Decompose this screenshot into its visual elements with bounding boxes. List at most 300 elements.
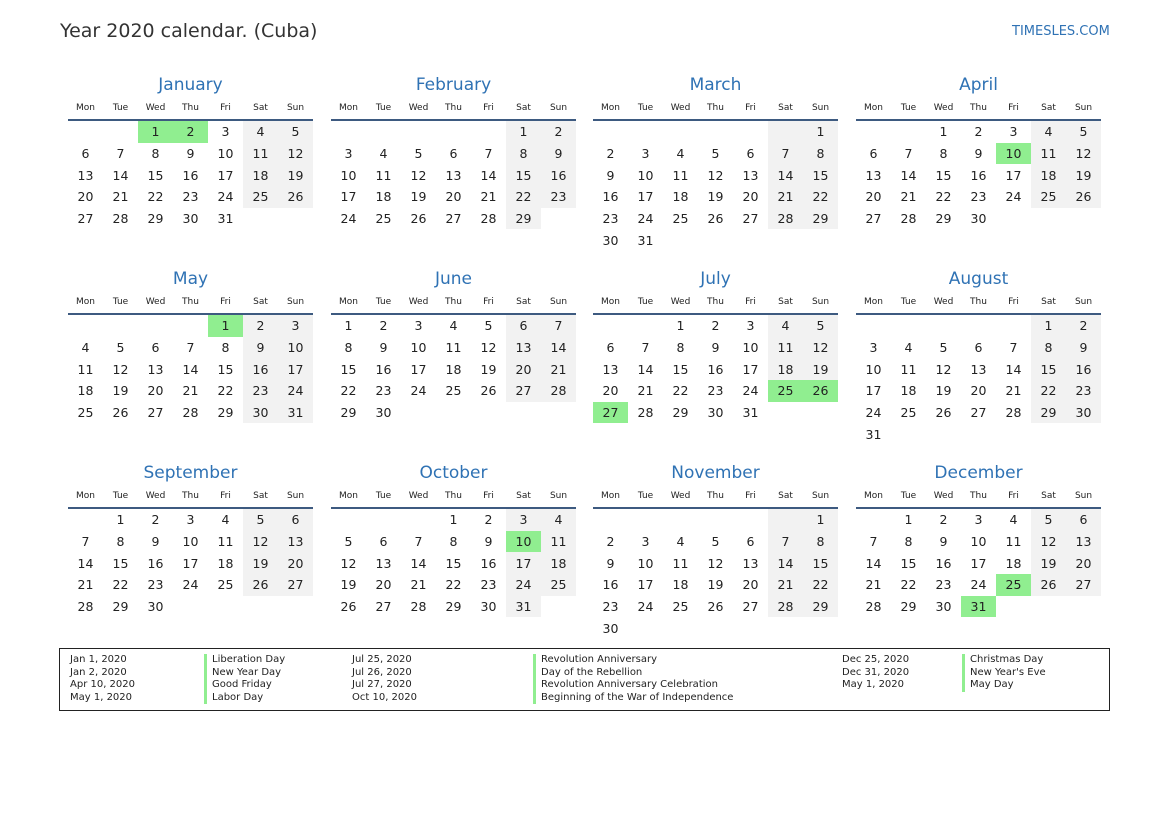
day-cell: 19: [112, 383, 129, 399]
weekday-header: Sat: [243, 97, 278, 120]
day-cell: 8: [1031, 337, 1066, 359]
empty-cell: [366, 120, 401, 143]
day-cell: 27: [147, 405, 164, 421]
day-cell: 5: [711, 534, 720, 550]
day-cell: 2: [173, 120, 208, 143]
day-cell: 21: [1005, 383, 1022, 399]
day-cell: 16: [602, 189, 619, 205]
weekday-header: Mon: [856, 291, 891, 314]
day-cell: 21: [182, 383, 199, 399]
day-cell: 31: [742, 405, 759, 421]
weekday-header: Fri: [996, 291, 1031, 314]
day-cell: 12: [1066, 143, 1101, 165]
day-cell: 6: [746, 146, 755, 162]
day-cell: 4: [1009, 512, 1018, 528]
day-cell: 11: [77, 361, 94, 377]
day-cell: 3: [641, 146, 650, 162]
month-name: April: [959, 75, 998, 95]
month-grid: [68, 291, 313, 423]
day-cell: 10: [217, 146, 234, 162]
day-cell: 6: [1066, 508, 1101, 531]
day-cell: 21: [768, 186, 803, 208]
day-cell: 4: [243, 120, 278, 143]
empty-cell: [471, 402, 506, 424]
day-cell: 15: [803, 552, 838, 574]
weekday-header: Sat: [1031, 291, 1066, 314]
day-cell: 26: [1031, 574, 1066, 596]
day-cell: 5: [243, 508, 278, 531]
day-cell: 30: [935, 599, 952, 615]
weekday-header: Mon: [856, 97, 891, 120]
day-cell: 28: [182, 405, 199, 421]
day-cell: 16: [480, 555, 497, 571]
day-cell: 18: [541, 552, 576, 574]
weekday-header: Sun: [278, 97, 313, 120]
day-cell: 22: [803, 574, 838, 596]
day-cell: 16: [935, 555, 952, 571]
day-cell: 31: [217, 211, 234, 227]
legend-date: Dec 31, 2020: [842, 666, 910, 678]
day-cell: 11: [217, 534, 234, 550]
weekday-header: Mon: [331, 97, 366, 120]
day-cell: 5: [344, 534, 353, 550]
day-cell: 8: [221, 340, 230, 356]
day-cell: 15: [340, 361, 357, 377]
day-cell: 26: [480, 383, 497, 399]
weekday-header: Sat: [243, 485, 278, 508]
legend-holiday-name: Labor Day: [204, 692, 285, 705]
day-cell: 14: [77, 555, 94, 571]
day-cell: 13: [506, 337, 541, 359]
day-cell: 20: [77, 189, 94, 205]
day-cell: 20: [742, 577, 759, 593]
month-name: June: [434, 269, 473, 289]
weekday-header: Fri: [471, 291, 506, 314]
day-cell: 6: [151, 340, 160, 356]
day-cell: 19: [707, 577, 724, 593]
day-cell: 2: [606, 146, 615, 162]
empty-cell: [1031, 423, 1066, 445]
day-cell: 11: [672, 555, 689, 571]
day-cell: 12: [707, 555, 724, 571]
day-cell: 26: [340, 599, 357, 615]
day-cell: 5: [278, 120, 313, 143]
month-may: [68, 267, 313, 423]
weekday-header: Sun: [803, 291, 838, 314]
month-april: [856, 73, 1101, 229]
month-grid: [593, 291, 838, 423]
day-cell: 3: [974, 512, 983, 528]
day-cell: 12: [935, 361, 952, 377]
day-cell: 29: [803, 596, 838, 618]
empty-cell: [996, 208, 1031, 230]
day-cell: 26: [803, 380, 838, 402]
day-cell: 7: [116, 146, 125, 162]
day-cell: 19: [1031, 552, 1066, 574]
legend-names-col-2: [533, 654, 733, 704]
day-cell: 20: [602, 383, 619, 399]
day-cell: 17: [1005, 167, 1022, 183]
day-cell: 17: [278, 358, 313, 380]
day-cell: 29: [147, 211, 164, 227]
empty-cell: [436, 120, 471, 143]
day-cell: 22: [112, 577, 129, 593]
day-cell: 23: [480, 577, 497, 593]
empty-cell: [366, 508, 401, 531]
empty-cell: [768, 617, 803, 639]
month-grid: [856, 485, 1101, 617]
day-cell: 27: [506, 380, 541, 402]
weekday-header: Wed: [663, 291, 698, 314]
day-cell: 8: [939, 146, 948, 162]
day-cell: 4: [81, 340, 90, 356]
month-name: January: [158, 75, 223, 95]
day-cell: 1: [904, 512, 913, 528]
weekday-header: Tue: [103, 97, 138, 120]
day-cell: 15: [147, 167, 164, 183]
month-october: [331, 461, 576, 617]
day-cell: 9: [541, 143, 576, 165]
empty-cell: [926, 314, 961, 337]
day-cell: 18: [1031, 164, 1066, 186]
day-cell: 13: [602, 361, 619, 377]
day-cell: 7: [768, 531, 803, 553]
day-cell: 23: [602, 211, 619, 227]
day-cell: 14: [900, 167, 917, 183]
weekday-header: Sun: [1066, 485, 1101, 508]
month-name: August: [948, 269, 1009, 289]
day-cell: 1: [803, 508, 838, 531]
day-cell: 30: [970, 211, 987, 227]
day-cell: 22: [340, 383, 357, 399]
day-cell: 4: [1031, 120, 1066, 143]
day-cell: 5: [711, 146, 720, 162]
day-cell: 25: [541, 574, 576, 596]
weekday-header: Thu: [436, 97, 471, 120]
day-cell: 12: [112, 361, 129, 377]
day-cell: 18: [672, 189, 689, 205]
day-cell: 31: [865, 426, 882, 442]
legend-holiday-name: New Year's Eve: [962, 667, 1046, 680]
empty-cell: [856, 314, 891, 337]
weekday-header: Wed: [401, 97, 436, 120]
weekday-header: Thu: [173, 97, 208, 120]
day-cell: 30: [182, 211, 199, 227]
day-cell: 13: [375, 555, 392, 571]
day-cell: 31: [637, 232, 654, 248]
empty-cell: [1066, 208, 1101, 230]
day-cell: 24: [340, 211, 357, 227]
weekday-header: Thu: [698, 97, 733, 120]
day-cell: 7: [768, 143, 803, 165]
weekday-header: Mon: [593, 485, 628, 508]
day-cell: 17: [637, 189, 654, 205]
day-cell: 25: [900, 405, 917, 421]
weekday-header: Fri: [471, 97, 506, 120]
empty-cell: [663, 617, 698, 639]
day-cell: 30: [707, 405, 724, 421]
day-cell: 27: [742, 599, 759, 615]
weekday-header: Fri: [208, 291, 243, 314]
weekday-header: Sun: [278, 485, 313, 508]
day-cell: 9: [606, 555, 615, 571]
day-cell: 6: [506, 314, 541, 337]
legend-holiday-name: Good Friday: [204, 679, 285, 692]
empty-cell: [541, 402, 576, 424]
day-cell: 5: [803, 314, 838, 337]
day-cell: 17: [410, 361, 427, 377]
day-cell: 27: [278, 574, 313, 596]
legend-date: Jul 25, 2020: [352, 654, 412, 665]
day-cell: 17: [742, 361, 759, 377]
month-grid: [68, 97, 313, 229]
empty-cell: [803, 402, 838, 424]
day-cell: 17: [637, 577, 654, 593]
day-cell: 24: [1005, 189, 1022, 205]
day-cell: 13: [1066, 531, 1101, 553]
weekday-header: Fri: [733, 97, 768, 120]
day-cell: 25: [243, 186, 278, 208]
day-cell: 4: [904, 340, 913, 356]
legend-holiday-name: Day of the Rebellion: [533, 667, 733, 680]
day-cell: 9: [484, 534, 493, 550]
weekday-header: Sun: [803, 97, 838, 120]
empty-cell: [663, 508, 698, 531]
weekday-header: Sat: [506, 485, 541, 508]
month-grid: [593, 485, 838, 639]
day-cell: 11: [900, 361, 917, 377]
weekday-header: Tue: [103, 291, 138, 314]
empty-cell: [331, 120, 366, 143]
day-cell: 3: [641, 534, 650, 550]
empty-cell: [401, 120, 436, 143]
day-cell: 8: [506, 143, 541, 165]
weekday-header: Mon: [856, 485, 891, 508]
day-cell: 25: [375, 211, 392, 227]
empty-cell: [593, 314, 628, 337]
day-cell: 9: [243, 337, 278, 359]
day-cell: 16: [602, 577, 619, 593]
day-cell: 28: [480, 211, 497, 227]
month-february: [331, 73, 576, 229]
day-cell: 16: [707, 361, 724, 377]
day-cell: 16: [541, 164, 576, 186]
day-cell: 27: [375, 599, 392, 615]
weekday-header: Wed: [926, 97, 961, 120]
weekday-header: Wed: [926, 485, 961, 508]
day-cell: 1: [449, 512, 458, 528]
day-cell: 28: [637, 405, 654, 421]
day-cell: 6: [974, 340, 983, 356]
legend-date: Apr 10, 2020: [70, 679, 136, 691]
empty-cell: [471, 120, 506, 143]
day-cell: 27: [1066, 574, 1101, 596]
day-cell: 29: [112, 599, 129, 615]
day-cell: 15: [112, 555, 129, 571]
weekday-header: Fri: [208, 485, 243, 508]
month-name: February: [415, 75, 492, 95]
day-cell: 28: [865, 599, 882, 615]
day-cell: 12: [707, 167, 724, 183]
day-cell: 20: [147, 383, 164, 399]
day-cell: 24: [865, 405, 882, 421]
empty-cell: [891, 314, 926, 337]
day-cell: 29: [217, 405, 234, 421]
empty-cell: [996, 314, 1031, 337]
weekday-header: Sat: [1031, 485, 1066, 508]
day-cell: 26: [410, 211, 427, 227]
day-cell: 19: [803, 358, 838, 380]
day-cell: 28: [77, 599, 94, 615]
day-cell: 25: [77, 405, 94, 421]
day-cell: 17: [182, 555, 199, 571]
day-cell: 5: [1031, 508, 1066, 531]
day-cell: 13: [445, 167, 462, 183]
day-cell: 23: [375, 383, 392, 399]
day-cell: 6: [379, 534, 388, 550]
legend-holiday-name: Revolution Anniversary: [533, 654, 733, 667]
day-cell: 6: [81, 146, 90, 162]
day-cell: 8: [904, 534, 913, 550]
empty-cell: [628, 617, 663, 639]
day-cell: 21: [410, 577, 427, 593]
weekday-header: Fri: [733, 291, 768, 314]
day-cell: 28: [1005, 405, 1022, 421]
day-cell: 21: [637, 383, 654, 399]
empty-cell: [698, 508, 733, 531]
legend-date: Oct 10, 2020: [352, 691, 417, 703]
day-cell: 2: [541, 120, 576, 143]
day-cell: 9: [939, 534, 948, 550]
month-name: November: [671, 463, 760, 483]
day-cell: 5: [484, 318, 493, 334]
day-cell: 10: [996, 143, 1031, 165]
month-name: May: [172, 269, 209, 289]
day-cell: 27: [970, 405, 987, 421]
day-cell: 10: [970, 534, 987, 550]
month-grid: [856, 291, 1101, 445]
day-cell: 4: [676, 534, 685, 550]
day-cell: 6: [278, 508, 313, 531]
legend-date: Jul 26, 2020: [352, 666, 412, 678]
day-cell: 13: [77, 167, 94, 183]
empty-cell: [278, 208, 313, 230]
day-cell: 21: [865, 577, 882, 593]
day-cell: 7: [81, 534, 90, 550]
empty-cell: [768, 508, 803, 531]
day-cell: 21: [541, 358, 576, 380]
day-cell: 10: [278, 337, 313, 359]
day-cell: 1: [116, 512, 125, 528]
day-cell: 7: [869, 534, 878, 550]
day-cell: 26: [243, 574, 278, 596]
day-cell: 16: [970, 167, 987, 183]
day-cell: 2: [1066, 314, 1101, 337]
day-cell: 2: [484, 512, 493, 528]
day-cell: 2: [939, 512, 948, 528]
day-cell: 22: [803, 186, 838, 208]
weekday-header: Mon: [593, 291, 628, 314]
legend-dates-col-3: [842, 654, 909, 692]
legend-holiday-name: Christmas Day: [962, 654, 1046, 667]
weekday-header: Fri: [471, 485, 506, 508]
month-grid: [331, 485, 576, 617]
site-link[interactable]: TIMESLES.COM: [1012, 24, 1110, 39]
day-cell: 25: [672, 211, 689, 227]
day-cell: 15: [672, 361, 689, 377]
weekday-header: Fri: [733, 485, 768, 508]
day-cell: 5: [414, 146, 423, 162]
day-cell: 10: [182, 534, 199, 550]
day-cell: 23: [935, 577, 952, 593]
day-cell: 10: [865, 361, 882, 377]
weekday-header: Mon: [68, 97, 103, 120]
empty-cell: [733, 120, 768, 143]
weekday-header: Wed: [138, 97, 173, 120]
day-cell: 8: [116, 534, 125, 550]
empty-cell: [891, 120, 926, 143]
weekday-header: Wed: [138, 485, 173, 508]
weekday-header: Tue: [891, 291, 926, 314]
day-cell: 3: [278, 314, 313, 337]
day-cell: 6: [869, 146, 878, 162]
month-name: September: [143, 463, 238, 483]
day-cell: 26: [707, 599, 724, 615]
day-cell: 18: [672, 577, 689, 593]
day-cell: 30: [147, 599, 164, 615]
day-cell: 18: [1005, 555, 1022, 571]
day-cell: 24: [410, 383, 427, 399]
legend-holiday-name: New Year Day: [204, 667, 285, 680]
empty-cell: [1031, 208, 1066, 230]
legend-dates-col-1: [70, 654, 135, 704]
day-cell: 29: [506, 208, 541, 230]
day-cell: 18: [375, 189, 392, 205]
day-cell: 10: [637, 555, 654, 571]
empty-cell: [436, 402, 471, 424]
day-cell: 15: [803, 164, 838, 186]
day-cell: 16: [243, 358, 278, 380]
day-cell: 10: [506, 531, 541, 553]
day-cell: 27: [77, 211, 94, 227]
day-cell: 28: [112, 211, 129, 227]
day-cell: 24: [217, 189, 234, 205]
day-cell: 15: [506, 164, 541, 186]
day-cell: 24: [970, 577, 987, 593]
day-cell: 21: [900, 189, 917, 205]
month-name: July: [700, 269, 731, 289]
day-cell: 21: [77, 577, 94, 593]
empty-cell: [1066, 596, 1101, 618]
weekday-header: Sat: [506, 291, 541, 314]
month-grid: [331, 291, 576, 423]
weekday-header: Sat: [768, 291, 803, 314]
day-cell: 24: [637, 599, 654, 615]
day-cell: 26: [1066, 186, 1101, 208]
day-cell: 24: [506, 574, 541, 596]
weekday-header: Thu: [173, 485, 208, 508]
day-cell: 10: [742, 340, 759, 356]
day-cell: 22: [672, 383, 689, 399]
empty-cell: [961, 423, 996, 445]
day-cell: 2: [243, 314, 278, 337]
day-cell: 14: [637, 361, 654, 377]
day-cell: 7: [186, 340, 195, 356]
day-cell: 26: [112, 405, 129, 421]
weekday-header: Sun: [1066, 97, 1101, 120]
legend-date: Jan 2, 2020: [70, 666, 127, 678]
empty-cell: [541, 208, 576, 230]
